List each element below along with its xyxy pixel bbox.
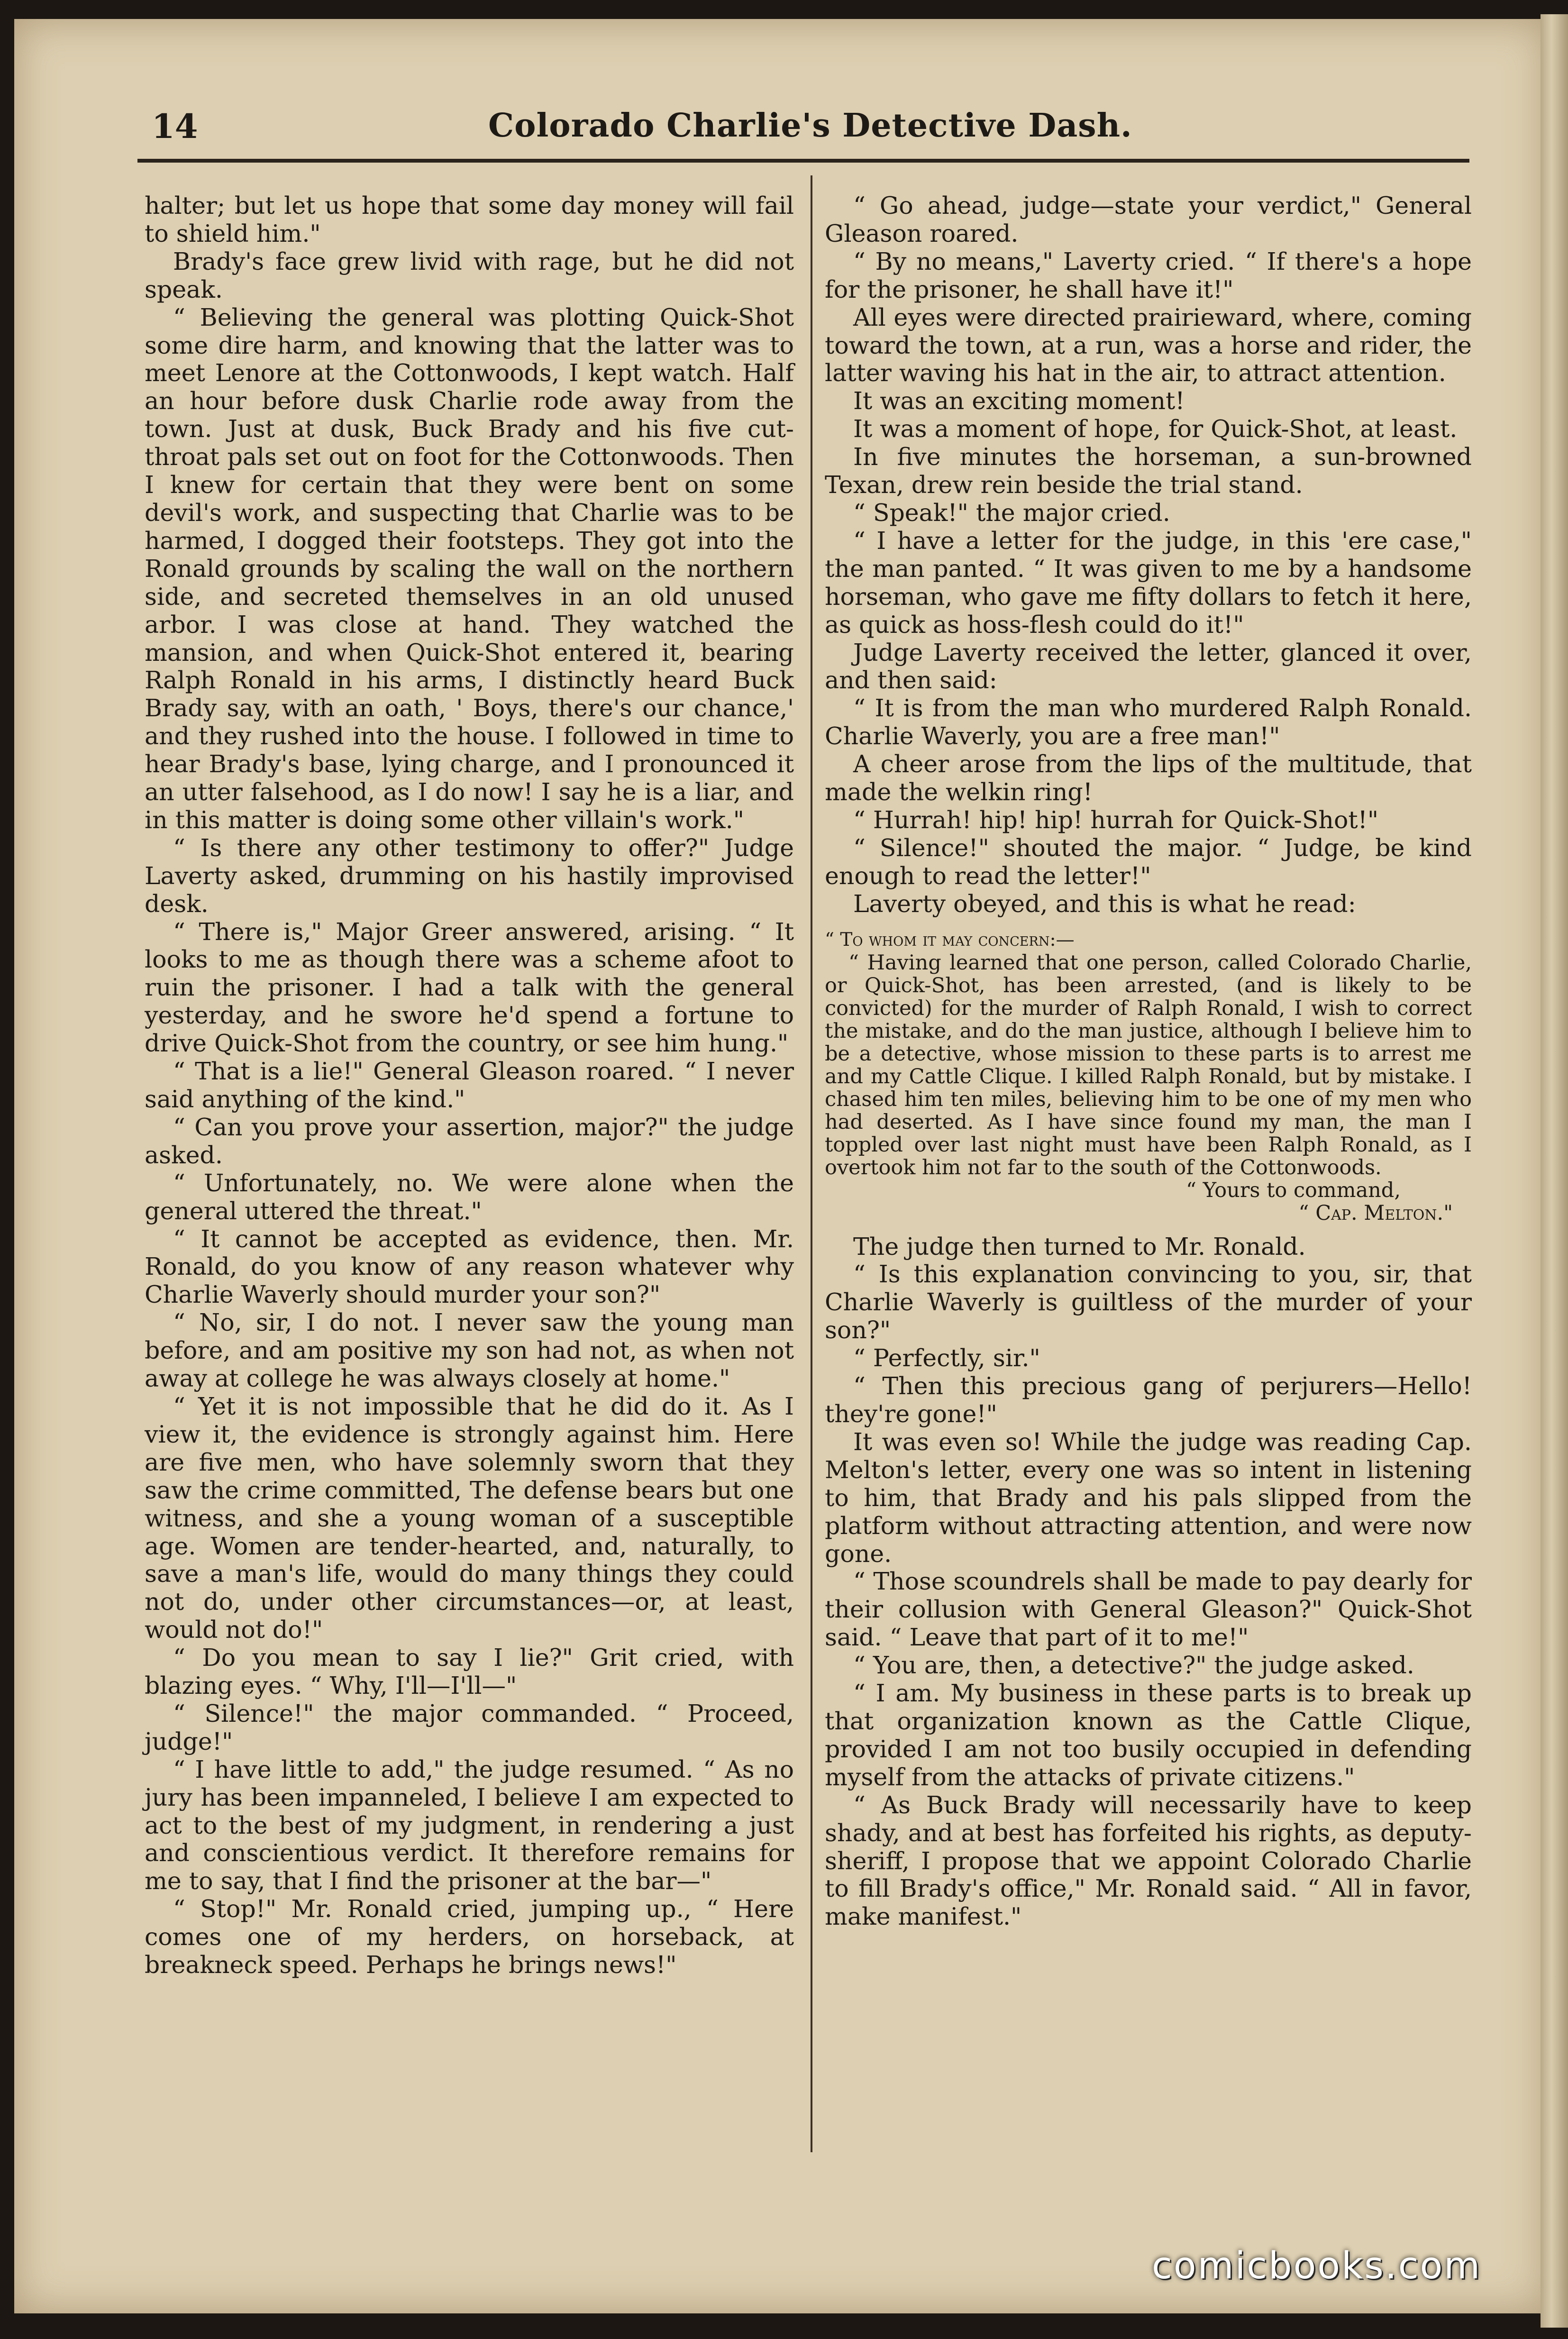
paragraph: “ Yet it is not impossible that he did do it. As I view it, the evidence is strongly against him. Here are five men, who have solemnly sworn that they saw the crime committed, The defense bears but one witness, and she a young woman of a susceptible age. Women are tender-hearted, and, naturally, to save a man's life, would do many things they could not do, under other circumstances—or, at least, would not do!" bbox=[145, 1392, 794, 1644]
paragraph: “ I have little to add," the judge resumed. “ As no jury has been impanneled, I believe I am expected to act to the best of my judgment, in rendering a just and conscientious verdict. It therefore remains for me to say, that I find the prisoner at the bar—" bbox=[145, 1755, 794, 1895]
paragraph: It was even so! While the judge was reading Cap. Melton's letter, every one was so intent in listening to him, that Brady and his pals slipped from the platform without attracting attention, and were now gone. bbox=[825, 1427, 1472, 1568]
page-spine-edge bbox=[1541, 14, 1568, 2328]
paragraph: The judge then turned to Mr. Ronald. bbox=[853, 1232, 1306, 1261]
paragraph: “ Is there any other testimony to offer?" Judge Laverty asked, drumming on his hastily improvised desk. bbox=[145, 833, 794, 918]
paragraph: Brady's face grew livid with rage, but he did not speak. bbox=[145, 247, 794, 303]
paragraph: “ It cannot be accepted as evidence, then. Mr. Ronald, do you know of any reason whatever why Charlie Waverly should murder your son?" bbox=[145, 1224, 794, 1309]
column-divider bbox=[811, 175, 812, 2152]
running-title: Colorado Charlie's Detective Dash. bbox=[488, 107, 1132, 145]
letter-salutation: “ To whom it may concern:— bbox=[825, 929, 1075, 950]
paragraph: “ It is from the man who murdered Ralph Ronald. Charlie Waverly, you are a free man!" bbox=[825, 694, 1472, 750]
paragraph: “ Perfectly, sir." bbox=[853, 1344, 1040, 1372]
paragraph: “ As Buck Brady will necessarily have to keep shady, and at best has forfeited his rights, as deputy-sheriff, I propose that we appoint Colorado Charlie to fill Brady's office," Mr. Ronald said. “ All in favor, make manifest." bbox=[825, 1791, 1472, 1931]
paragraph: “ Stop!" Mr. Ronald cried, jumping up., “ Here comes one of my herders, on horseback, at breakneck speed. Perhaps he brings news!" bbox=[145, 1895, 794, 1979]
paragraph: “ Go ahead, judge—state your verdict," General Gleason roared. bbox=[825, 192, 1472, 247]
paragraph: “ Is this explanation convincing to you, sir, that Charlie Waverly is guiltless of the murder of your son?" bbox=[825, 1260, 1472, 1344]
letter-signature: “ Cap. Melton." bbox=[1298, 1201, 1453, 1225]
header-rule bbox=[137, 159, 1469, 163]
letter-closing: “ Yours to command, bbox=[1185, 1178, 1401, 1202]
paragraph: “ Can you prove your assertion, major?" the judge asked. bbox=[145, 1113, 794, 1169]
paragraph: “ You are, then, a detective?" the judge asked. bbox=[853, 1651, 1414, 1680]
paragraph: “ Those scoundrels shall be made to pay dearly for their collusion with General Gleason?" Quick-Shot said. “ Leave that part of it to me!" bbox=[825, 1567, 1472, 1652]
quoted-letter bbox=[825, 929, 1472, 1224]
paragraph: All eyes were directed prairieward, where, coming toward the town, at a run, was a horse and rider, the latter waving his hat in the air, to attract attention. bbox=[825, 303, 1472, 387]
paragraph: “ I have a letter for the judge, in this 'ere case," the man panted. “ It was given to me by a handsome horseman, who gave me fifty dollars to fetch it here, as quick as hoss-flesh could do it!" bbox=[825, 526, 1472, 639]
paragraph: Judge Laverty received the letter, glanced it over, and then said: bbox=[825, 638, 1472, 694]
paragraph: “ No, sir, I do not. I never saw the young man before, and am positive my son had not, as when not away at college he was always closely at home." bbox=[145, 1308, 794, 1393]
paragraph: “ Then this precious gang of perjurers—Hello! they're gone!" bbox=[825, 1372, 1472, 1428]
letter-body: “ Having learned that one person, called Colorado Charlie, or Quick-Shot, has been arrested, (and is likely to be convicted) for the murder of Ralph Ronald, I wish to correct the mistake, and do the man justice, although I believe him to be a detective, whose mission to these parts is to arrest me and my Cattle Clique. I killed Ralph Ronald, but by mistake. I chased him ten miles, believing him to be one of my men who had deserted. As I have since found my man, the man I toppled over last night must have been Ralph Ronald, as I overtook him not far to the south of the Cottonwoods. bbox=[825, 950, 1472, 1179]
paragraph: halter; but let us hope that some day money will fail to shield him." bbox=[145, 192, 794, 247]
paragraph: “ Hurrah! hip! hip! hurrah for Quick-Shot!" bbox=[853, 805, 1379, 834]
paragraph: “ Unfortunately, no. We were alone when the general uttered the threat." bbox=[145, 1169, 794, 1225]
paragraph: “ I am. My business in these parts is to break up that organization known as the Cattle Clique, provided I am not too busily occupied in defending myself from the attacks of private citizens." bbox=[825, 1679, 1472, 1791]
paragraph: “ That is a lie!" General Gleason roared. “ I never said anything of the kind." bbox=[145, 1057, 794, 1113]
paragraph: “ Speak!" the major cried. bbox=[853, 498, 1170, 527]
paragraph: “ Do you mean to say I lie?" Grit cried, with blazing eyes. “ Why, I'll—I'll—" bbox=[145, 1644, 794, 1700]
paragraph: “ By no means," Laverty cried. “ If there's a hope for the prisoner, he shall have it!" bbox=[825, 247, 1472, 303]
paragraph: In five minutes the horseman, a sun-browned Texan, drew rein beside the trial stand. bbox=[825, 443, 1472, 499]
paragraph: “ Silence!" shouted the major. “ Judge, be kind enough to read the letter!" bbox=[825, 833, 1472, 890]
right-column bbox=[825, 192, 1472, 1931]
paragraph: “ Silence!" the major commanded. “ Proceed, judge!" bbox=[145, 1699, 794, 1755]
paragraph: It was a moment of hope, for Quick-Shot, at least. bbox=[853, 415, 1458, 443]
page-number: 14 bbox=[152, 107, 198, 146]
paragraph: Laverty obeyed, and this is what he read: bbox=[853, 889, 1356, 918]
paragraph: It was an exciting moment! bbox=[853, 387, 1185, 415]
paragraph: “ There is," Major Greer answered, arising. “ It looks to me as though there was a scheme afoot to ruin the prisoner. I had a talk with the general yesterday, and he swore he'd spend a fortune to drive Quick-Shot from the country, or see him hung." bbox=[145, 917, 794, 1058]
left-column bbox=[145, 192, 794, 1979]
watermark: comicbooks.com bbox=[1152, 2245, 1482, 2287]
running-header bbox=[137, 97, 1469, 149]
paragraph: “ Believing the general was plotting Quick-Shot some dire harm, and knowing that the latter was to meet Lenore at the Cottonwoods, I kept watch. Half an hour before dusk Charlie rode away from the town. Just at dusk, Buck Brady and his five cut-throat pals set out on foot for the Cottonwoods. Then I knew for certain that they were bent on some devil's work, and suspecting that Charlie was to be harmed, I dogged their footsteps. They got into the Ronald grounds by scaling the wall on the northern side, and secreted themselves in an old unused arbor. I was close at hand. They watched the mansion, and when Quick-Shot entered it, bearing Ralph Ronald in his arms, I distinctly heard Buck Brady say, with an oath, ' Boys, there's our chance,' and they rushed into the house. I followed in time to hear Brady's base, lying charge, and I pronounced it an utter falsehood, as I do now! I say he is a liar, and in this matter is doing some other villain's work." bbox=[145, 303, 794, 834]
paragraph: A cheer arose from the lips of the multitude, that made the welkin ring! bbox=[825, 750, 1472, 806]
